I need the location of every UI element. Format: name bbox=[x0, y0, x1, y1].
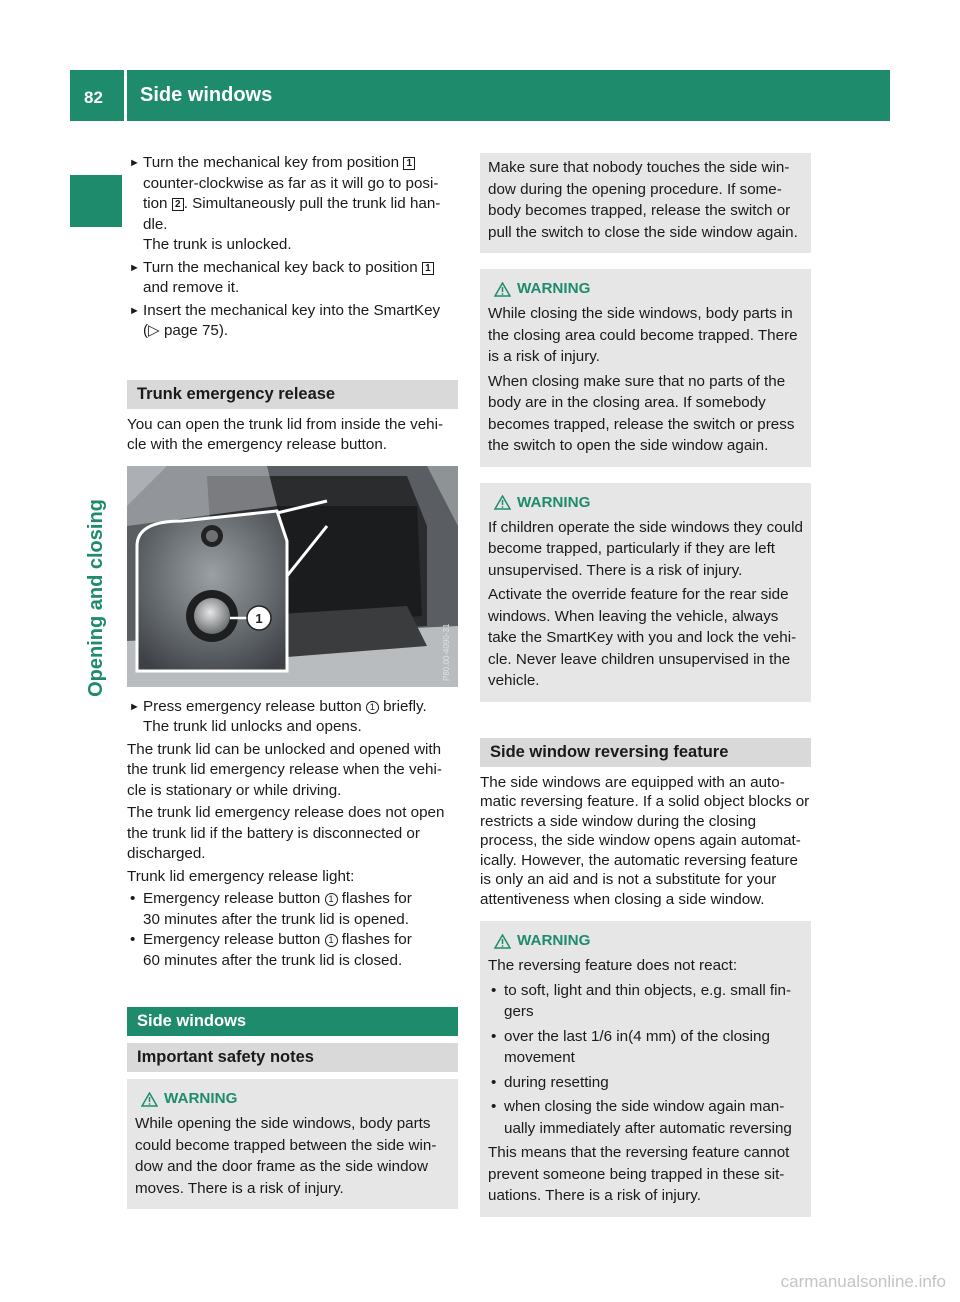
warning-heading: WARNING bbox=[488, 278, 803, 300]
list-item: • Emergency release button 1 flashes for 60 minutes after the trunk lid is closed. bbox=[130, 931, 412, 969]
step-result: The trunk lid unlocks and opens. bbox=[143, 718, 362, 735]
instruction-step: ► Turn the mechanical key from position 1 counter-clockwise as far as it will go to posi- tion 2 . Simultaneously pull the trunk lid han- dle. The trunk is unlocked. bbox=[129, 154, 441, 253]
instruction-step: ► Insert the mechanical key into the SmartKey (▷ page 75). bbox=[129, 301, 441, 339]
warning-triangle-icon bbox=[494, 282, 511, 297]
bullet-icon: • bbox=[491, 1027, 497, 1045]
list-item: • to soft, light and thin objects, e.g. small fin-gers bbox=[491, 981, 792, 1020]
instruction-step: ► Turn the mechanical key back to position 1 and remove it. bbox=[127, 258, 458, 299]
bullet-icon: • bbox=[130, 931, 136, 948]
section-heading-side-windows: Side windows bbox=[127, 1007, 458, 1036]
paragraph: The side windows are equipped with an auto-matic reversing feature. If a solid object blocks or restricts a side window during the closing process, the side window opens again automat-ically. However, the automatic reversing feature is only an aid and is not a substitute for your attentiveness when closing a side window. bbox=[480, 773, 810, 908]
arrow-icon: ► bbox=[129, 157, 140, 169]
warning-box bbox=[127, 1079, 458, 1209]
warning-text: The reversing feature does not react: bbox=[488, 957, 738, 974]
warning-text: While closing the side windows, body parts in the closing area could become trapped. There is a risk of injury. bbox=[488, 305, 798, 365]
warning-triangle-icon bbox=[141, 1092, 158, 1107]
warning-text: Activate the override feature for the rear side windows. When leaving the vehicle, always take the SmartKey with you and lock the vehi-cle. Never leave children unsupervised in the vehicle. bbox=[488, 586, 797, 689]
arrow-icon: ► bbox=[129, 700, 140, 713]
key-position-2: 2 bbox=[172, 198, 184, 211]
warning-heading: WARNING bbox=[488, 492, 803, 514]
warning-text: While opening the side windows, body parts could become trapped between the side win-dow and the door frame as the side window moves. There is a risk of injury. bbox=[135, 1115, 437, 1197]
paragraph: The trunk lid emergency release does not open the trunk lid if the battery is disconnected or discharged. bbox=[127, 804, 445, 862]
left-column bbox=[127, 153, 458, 1209]
step-result: The trunk is unlocked. bbox=[143, 236, 292, 253]
bullet-icon: • bbox=[491, 981, 497, 999]
page-title: Side windows bbox=[140, 84, 273, 106]
note-text: Make sure that nobody touches the side win-dow during the opening procedure. If some-body becomes trapped, release the switch or pull the switch to close the side window again. bbox=[488, 159, 798, 241]
right-column bbox=[480, 153, 811, 1217]
warning-text: If children operate the side windows they could become trapped, particularly if they are left unsupervised. There is a risk of injury. bbox=[488, 518, 803, 579]
warning-box bbox=[480, 921, 811, 1217]
photo-code: P80.00-4090-31 bbox=[442, 623, 451, 681]
step-line: counter-clockwise as far as it will go to posi- bbox=[143, 174, 439, 192]
callout-1: 1 bbox=[325, 934, 338, 947]
list-item: • Emergency release button 1 flashes for 30 minutes after the trunk lid is opened. bbox=[130, 890, 412, 928]
page-reference-link[interactable]: (▷ page 75). bbox=[143, 322, 229, 339]
arrow-icon: ► bbox=[129, 304, 140, 317]
warning-triangle-icon bbox=[494, 495, 511, 510]
warning-box bbox=[480, 483, 811, 702]
warning-heading: WARNING bbox=[488, 930, 803, 952]
bullet-icon: • bbox=[130, 890, 136, 907]
warning-box bbox=[480, 269, 811, 467]
warning-text: This means that the reversing feature cannot prevent someone being trapped in these sit-uations. There is a risk of injury. bbox=[488, 1144, 790, 1204]
bullet-icon: • bbox=[491, 1098, 497, 1115]
callout-1: 1 bbox=[366, 701, 379, 714]
chapter-tab bbox=[70, 175, 122, 227]
trunk-release-illustration bbox=[127, 466, 458, 687]
section-heading-reversing: Side window reversing feature bbox=[480, 738, 811, 767]
header-divider bbox=[124, 70, 127, 121]
list-item: • during resetting bbox=[488, 1072, 803, 1094]
trunk-intro: You can open the trunk lid from inside the vehi-cle with the emergency release button. bbox=[127, 415, 444, 453]
warning-heading: WARNING bbox=[135, 1088, 450, 1110]
warning-text: When closing make sure that no parts of the body are in the closing area. If somebody becomes trapped, release the switch or press the switch to open the side window again. bbox=[488, 372, 795, 454]
photo-callout-1: 1 bbox=[255, 610, 263, 626]
note-box bbox=[480, 153, 811, 253]
instruction-step: ► Press emergency release button 1 briefly. The trunk lid unlocks and opens. bbox=[129, 697, 427, 735]
key-position-1: 1 bbox=[403, 157, 415, 170]
section-heading-safety: Important safety notes bbox=[127, 1043, 458, 1072]
paragraph: The trunk lid can be unlocked and opened with the trunk lid emergency release when the vehi-cle is stationary or while driving. bbox=[127, 740, 442, 799]
paragraph: Trunk lid emergency release light: bbox=[127, 867, 355, 885]
chapter-label: Opening and closing bbox=[84, 499, 107, 697]
section-heading-trunk-emergency: Trunk emergency release bbox=[127, 380, 458, 409]
list-item: • when closing the side window again man-ually immediately after automatic reversing bbox=[491, 1098, 792, 1137]
key-position-1: 1 bbox=[422, 262, 434, 275]
bullet-icon: • bbox=[491, 1073, 497, 1091]
list-item: • over the last 1/6 in(4 mm) of the closing movement bbox=[491, 1027, 770, 1066]
trunk-photo bbox=[127, 466, 458, 687]
page-number: 82 bbox=[84, 88, 103, 107]
warning-triangle-icon bbox=[494, 934, 511, 949]
watermark: carmanualsonline.info bbox=[780, 1272, 946, 1291]
callout-1: 1 bbox=[325, 893, 338, 906]
arrow-icon: ► bbox=[129, 261, 140, 274]
